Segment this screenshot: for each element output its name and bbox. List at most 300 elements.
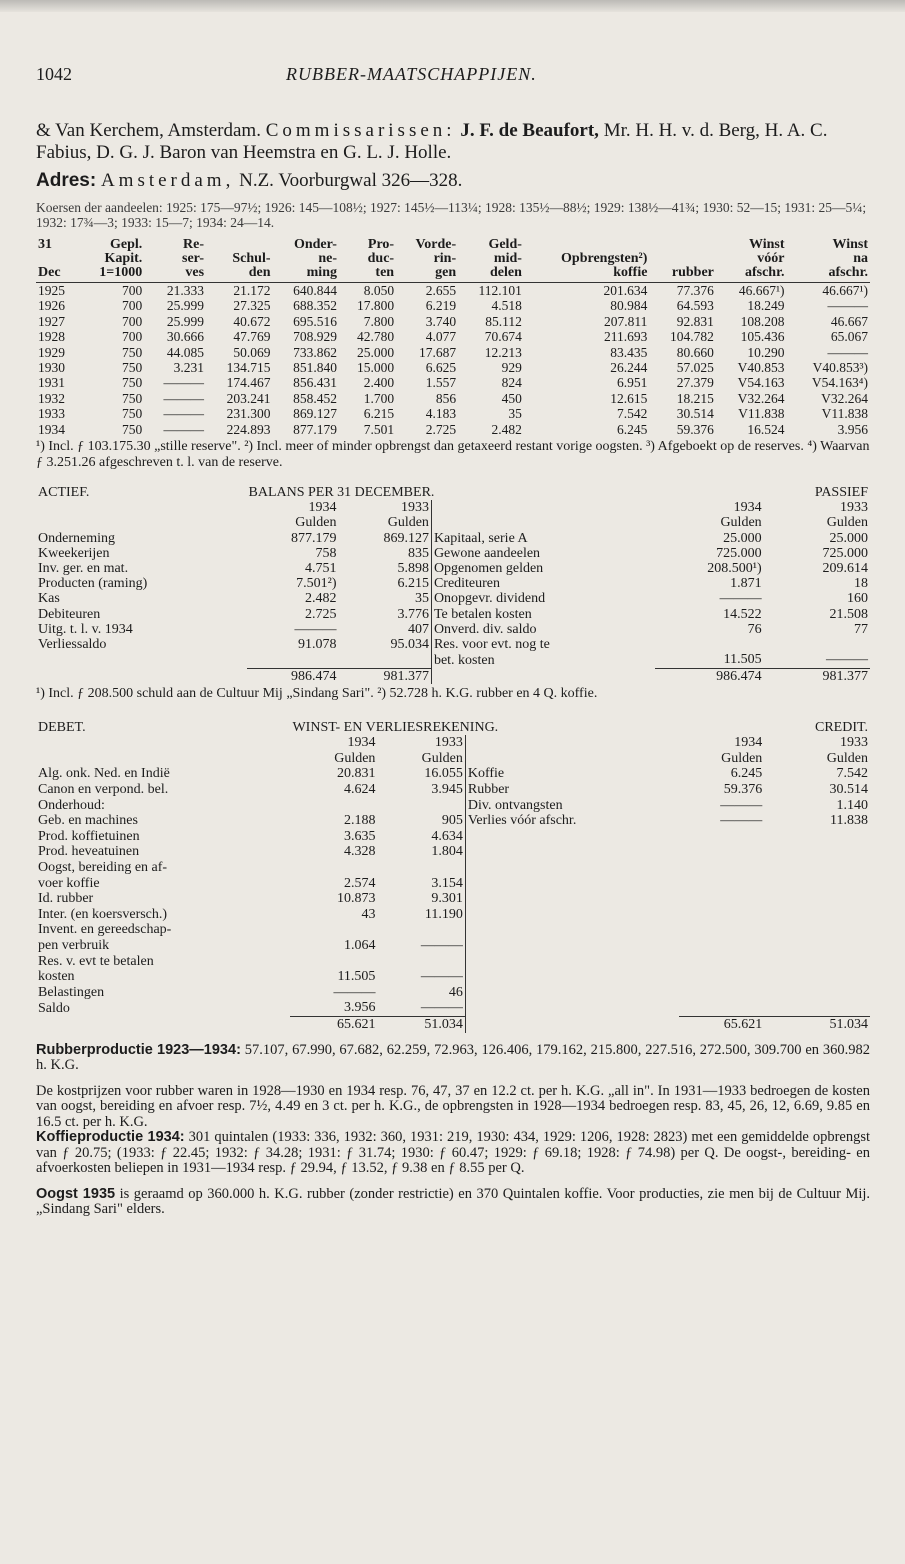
account-row [36, 546, 870, 561]
passief-value-1933: 77 [854, 621, 868, 637]
table-cell: V40.853 [737, 360, 785, 376]
oogst-label: Oogst 1935 [36, 1185, 116, 1202]
year-row [36, 735, 870, 751]
koffie-label: Koffieproductie 1934: [36, 1129, 185, 1146]
total-value: 981.377 [339, 668, 432, 684]
year: 1934 [347, 735, 376, 751]
debet-label: Belastingen [38, 984, 105, 1000]
column-header: koffie [524, 266, 650, 283]
table-cell: 85.112 [485, 313, 522, 329]
table-cell: 4.518 [491, 298, 522, 314]
table-row [36, 360, 870, 375]
table-cell: 18.215 [676, 390, 714, 406]
unit: Gulden [826, 515, 868, 531]
table-cell: 211.693 [604, 329, 648, 345]
unit: Gulden [334, 750, 376, 766]
column-header: ser- [182, 251, 205, 266]
debet-label: Res. v. evt te betalen [38, 953, 154, 969]
table-cell: 224.893 [226, 421, 271, 437]
right-title: CREDIT. [814, 719, 868, 735]
passief-value-1934: ——— [719, 591, 762, 607]
balance-sheet [36, 485, 870, 684]
credit-value-1934 [679, 876, 764, 892]
table-cell: 46.667¹) [738, 283, 785, 298]
table-cell: 30.666 [166, 329, 205, 345]
financial-history-table [36, 238, 870, 437]
account-row [36, 907, 870, 923]
year: 1933 [840, 735, 868, 751]
actief-label: Onderneming [38, 530, 115, 546]
blank [36, 500, 247, 515]
total-row [36, 668, 870, 684]
column-header: afschr. [716, 266, 787, 283]
actief-value-1933 [339, 652, 432, 668]
column-header [649, 238, 715, 252]
debet-value-1933: 3.154 [431, 875, 463, 891]
debet-label: Inter. (en koersversch.) [38, 906, 168, 922]
header-row [36, 266, 870, 283]
table-cell: 65.067 [830, 329, 868, 345]
debet-label: Prod. koffietuinen [38, 828, 140, 844]
credit-value-1934 [679, 938, 764, 954]
table-cell: 824 [501, 375, 522, 391]
table-cell: 83.435 [610, 344, 648, 360]
debet-value-1934 [290, 798, 377, 814]
blank [36, 515, 247, 530]
actief-value-1934: 877.179 [291, 530, 337, 546]
debet-value-1933: ——— [420, 1000, 463, 1016]
credit-value-1933 [764, 1000, 870, 1016]
table-cell: 30.514 [676, 406, 714, 422]
table-cell: 18.249 [747, 298, 785, 314]
actief-label: Verliessaldo [38, 637, 107, 653]
left-title: ACTIEF. [38, 485, 90, 501]
table-cell: 700 [122, 283, 143, 298]
koersen-text: Koersen der aandeelen: 1925: 175—97½; 1926: 145—108½; 1927: 145½—113¼; 1928: 135½—88½; 1929: 138½—41¾; 1930: 52—15; 1931: 25—5¼; 1932: 17¾—3; 1933: 15—7; 1934: 24—14. [36, 200, 867, 230]
table-cell: V11.838 [821, 406, 868, 422]
account-row [36, 813, 870, 829]
table-cell: 6.219 [425, 298, 457, 314]
column-header: ten [339, 266, 396, 283]
unit: Gulden [421, 750, 463, 766]
account-row [36, 876, 870, 892]
debet-label: voer koffie [38, 875, 100, 891]
blank [465, 1016, 679, 1032]
table-cell: 50.069 [233, 344, 271, 360]
table-cell: 16.524 [747, 421, 785, 437]
column-header: Winst [748, 237, 785, 252]
column-header: Kapit. [104, 251, 143, 266]
account-row [36, 891, 870, 907]
unit-row [36, 515, 870, 530]
table-cell: 15.000 [356, 360, 395, 376]
actief-value-1933: 407 [407, 621, 429, 637]
account-row [36, 844, 870, 860]
table-cell: 12.213 [484, 344, 522, 360]
account-row [36, 652, 870, 668]
debet-value-1934 [290, 954, 377, 970]
center-title: WINST- EN VERLIESREKENING. [292, 719, 499, 735]
balance-notes: ¹) Incl. ƒ 208.500 schuld aan de Cultuur Mij „Sindang Sari". ²) 52.728 h. K.G. rubber en 4 Q. koffie. [36, 685, 598, 701]
table-cell: 112.101 [478, 283, 522, 298]
table-cell: 27.325 [233, 298, 271, 314]
credit-label [465, 876, 679, 892]
actief-value-1934: ——— [294, 621, 337, 637]
column-header: Schul- [232, 251, 271, 266]
account-row [36, 782, 870, 798]
oogst-text: is geraamd op 360.000 h. K.G. rubber (zonder restrictie) en 370 Quintalen koffie. Voor producties, zie men bij de Cultuur Mij. „Sindang Sari" elders. [36, 1185, 871, 1218]
table-row [36, 345, 870, 360]
right-title: PASSIEF [814, 485, 868, 501]
table-row [36, 391, 870, 406]
passief-value-1934: 725.000 [716, 545, 762, 561]
header-row [36, 252, 870, 266]
table-cell: 2.400 [363, 375, 395, 391]
credit-value-1933: 1.140 [836, 797, 868, 813]
column-header: duc- [367, 251, 395, 266]
column-header: afschr. [787, 266, 870, 283]
credit-label [465, 829, 679, 845]
credit-value-1934 [679, 954, 764, 970]
debet-value-1933: 16.055 [424, 766, 463, 782]
running-title: RUBBER-MAATSCHAPPIJEN. [286, 64, 537, 84]
table-cell: ——— [163, 421, 205, 437]
debet-value-1933 [377, 860, 465, 876]
column-header: na [853, 251, 868, 266]
column-header: Vorde- [415, 237, 457, 252]
credit-value-1934 [679, 985, 764, 1001]
koffie-text: 301 quintalen (1933: 336, 1932: 360, 1931: 219, 1930: 434, 1929: 1206, 1928: 2823) met een gemiddelde opbrengst van ƒ 20.75; (1933: ƒ 22.45; 1932: ƒ 34.28; 1931: ƒ 31.74; 1930: ƒ 60.47; 1929: ƒ 69.18; 1928: ƒ 74.98) per Q. De oogst-, bereiding- en afvoerkosten beliepen in 1931—1934 resp. ƒ 29.94, ƒ 13.52, ƒ 9.38 en ƒ 8.55 per Q. [36, 1129, 871, 1177]
table-cell: 708.929 [293, 329, 337, 345]
credit-value-1933 [764, 891, 870, 907]
year: 1933 [840, 500, 868, 516]
debet-label: Onderhoud: [38, 797, 105, 813]
column-header: Opbrengsten²) [561, 251, 648, 266]
column-header: delen [458, 266, 524, 283]
table-cell: 7.542 [617, 406, 648, 422]
table-cell: 21.172 [233, 283, 271, 298]
debet-value-1933: 11.190 [424, 906, 463, 922]
table-cell: 47.769 [233, 329, 271, 345]
actief-label: Kas [38, 591, 60, 607]
blank [465, 751, 679, 767]
debet-value-1933: ——— [420, 938, 463, 954]
debet-value-1934: 2.574 [343, 875, 376, 891]
column-header: 1=1000 [79, 266, 144, 283]
column-header [206, 238, 272, 252]
page-header [36, 60, 870, 90]
column-header: Winst [832, 237, 868, 252]
table-cell: 17.800 [356, 298, 395, 314]
total-value: 981.377 [764, 668, 870, 684]
actief-label [36, 652, 247, 668]
total-value: 65.621 [679, 1016, 764, 1032]
table-cell: V54.163⁴) [811, 375, 868, 391]
column-header: Geld- [488, 237, 522, 252]
table-cell: 64.593 [676, 298, 714, 314]
credit-value-1933 [764, 969, 870, 985]
table-cell: 700 [122, 313, 143, 329]
debet-value-1934: 2.188 [343, 813, 376, 829]
unit: Gulden [826, 750, 868, 766]
actief-label: Uitg. t. l. v. 1934 [38, 621, 133, 637]
year: 1934 [733, 500, 762, 516]
passief-value-1933: 18 [854, 576, 868, 592]
passief-value-1934: 208.500¹) [707, 561, 762, 577]
total-value: 65.621 [290, 1016, 377, 1032]
table-cell: 450 [501, 390, 522, 406]
account-row [36, 622, 870, 637]
table-cell: 1.700 [363, 390, 395, 406]
table-cell: ——— [827, 344, 868, 360]
passief-value-1934: 1.871 [730, 576, 762, 592]
passief-value-1934: 76 [747, 621, 762, 637]
passief-value-1933: 160 [847, 591, 868, 607]
account-row [36, 922, 870, 938]
table-cell: 877.179 [293, 421, 337, 437]
table-cell: V54.163 [737, 375, 785, 391]
table-cell: 695.516 [293, 313, 337, 329]
rubberprod-text: 57.107, 67.990, 67.682, 62.259, 72.963, 126.406, 179.162, 215.800, 227.516, 272.500, 309.700 en 360.982 h. K.G. [36, 1041, 871, 1074]
year-row [36, 500, 870, 515]
actief-label: Kweekerijen [38, 545, 110, 561]
actief-label: Inv. ger. en mat. [38, 561, 129, 577]
passief-value-1933 [764, 637, 870, 652]
column-header: ves [144, 266, 206, 283]
table-cell: 174.467 [226, 375, 271, 391]
debet-label: Geb. en machines [38, 813, 138, 829]
column-header [36, 252, 79, 266]
debet-value-1934: 3.635 [343, 828, 376, 844]
actief-label: Producten (raming) [38, 576, 148, 592]
spacer [655, 485, 763, 500]
table-cell: 3.231 [173, 360, 205, 376]
actief-value-1934: 2.725 [305, 606, 337, 622]
credit-value-1934 [679, 922, 764, 938]
credit-value-1934 [679, 969, 764, 985]
debet-value-1933: ——— [420, 969, 463, 985]
column-header: vóór [757, 251, 785, 266]
rubber-production-paragraph [36, 1043, 870, 1074]
table-cell: 231.300 [226, 406, 271, 422]
table-cell: 25.999 [166, 298, 205, 314]
table-cell: 17.687 [419, 344, 457, 360]
table-cell: 856.431 [293, 375, 337, 391]
debet-value-1933: 9.301 [431, 891, 463, 907]
debet-value-1933: 1.804 [431, 844, 463, 860]
passief-label: Opgenomen gelden [431, 561, 655, 576]
account-row [36, 954, 870, 970]
table-cell: 3.956 [837, 421, 868, 437]
credit-label [465, 844, 679, 860]
table-cell: 688.352 [293, 298, 337, 314]
table-row [36, 422, 870, 437]
actief-value-1933: 869.127 [383, 530, 429, 546]
blank [431, 500, 655, 515]
table-cell: 27.379 [676, 375, 714, 391]
address [36, 170, 870, 192]
profit-loss-account [36, 720, 870, 1033]
credit-value-1933 [764, 829, 870, 845]
table-cell: 207.811 [604, 313, 648, 329]
intro-line2: Mr. H. H. v. d. Berg, H. A. C. Fabius, D. G. J. Baron van Heemstra en G. L. J. Holle. [36, 120, 828, 163]
debet-value-1934 [290, 922, 377, 938]
harvest-paragraph [36, 1187, 870, 1218]
account-row [36, 531, 870, 546]
debet-label: Alg. onk. Ned. en Indië [38, 766, 170, 782]
table-cell: 46.667 [830, 313, 868, 329]
table-cell: 108.208 [740, 313, 785, 329]
debet-value-1934: 4.624 [343, 782, 376, 798]
actief-value-1933: 95.034 [390, 637, 429, 653]
debet-label: Oogst, bereiding en af- [38, 860, 168, 876]
credit-label [465, 891, 679, 907]
table-cell: 1929 [38, 344, 65, 360]
debet-label: pen verbruik [38, 938, 110, 954]
credit-value-1933 [764, 844, 870, 860]
table-cell: 858.452 [293, 390, 337, 406]
passief-value-1934: 14.522 [723, 606, 762, 622]
table-cell: V40.853³) [812, 360, 868, 376]
debet-value-1933: 4.634 [431, 828, 463, 844]
passief-value-1934: 11.505 [723, 652, 762, 668]
actief-value-1934: 7.501²) [296, 576, 337, 592]
table-cell: V32.264 [821, 390, 868, 406]
column-header: gen [396, 266, 458, 283]
account-row [36, 637, 870, 652]
table-cell: 750 [122, 344, 143, 360]
passief-value-1934: 25.000 [723, 530, 762, 546]
credit-value-1934 [679, 844, 764, 860]
debet-value-1934: 1.064 [343, 938, 376, 954]
passief-value-1933: 209.614 [822, 561, 868, 577]
table-cell: 750 [122, 406, 143, 422]
year: 1933 [434, 735, 463, 751]
table-cell: 25.000 [356, 344, 395, 360]
account-row [36, 607, 870, 622]
account-title-row [36, 720, 870, 736]
actief-value-1933: 5.898 [397, 561, 429, 577]
table-cell: ——— [163, 375, 205, 391]
table-cell: 203.241 [226, 390, 271, 406]
column-header: mid- [493, 251, 522, 266]
table-cell: 6.951 [617, 375, 648, 391]
credit-value-1934: ——— [720, 813, 763, 829]
passief-value-1933: ——— [826, 652, 868, 668]
account-row [36, 591, 870, 606]
table-cell: 57.025 [676, 360, 714, 376]
credit-value-1933 [764, 985, 870, 1001]
credit-value-1934 [679, 860, 764, 876]
debet-value-1934: 43 [361, 906, 376, 922]
table-cell: 1933 [38, 406, 65, 422]
blank [465, 735, 679, 751]
passief-label: Te betalen kosten [431, 607, 655, 622]
blank [431, 515, 655, 530]
table-cell: 42.780 [356, 329, 395, 345]
table-cell: 700 [122, 329, 143, 345]
column-header: rin- [433, 251, 457, 266]
debet-value-1934: 4.328 [343, 844, 376, 860]
debet-value-1934: 3.956 [343, 1000, 376, 1016]
column-header: Pro- [367, 237, 395, 252]
table-cell: 856 [435, 390, 457, 406]
debet-value-1933: 3.945 [431, 782, 463, 798]
table-cell: 733.862 [293, 344, 337, 360]
actief-value-1933: 6.215 [397, 576, 429, 592]
unit-row [36, 751, 870, 767]
table-cell: 80.984 [610, 298, 648, 314]
unit: Gulden [387, 515, 429, 531]
table-cell: 59.376 [676, 421, 714, 437]
passief-label: Kapitaal, serie A [431, 531, 655, 546]
table-cell: ——— [163, 390, 205, 406]
actief-label: Debiteuren [38, 606, 101, 622]
table-cell: 750 [122, 375, 143, 391]
account-row [36, 938, 870, 954]
debet-value-1934: 11.505 [337, 969, 376, 985]
table-cell: 6.625 [425, 360, 457, 376]
table-cell: 1932 [38, 390, 65, 406]
table-cell: 3.740 [425, 313, 457, 329]
table-cell: 104.782 [670, 329, 714, 345]
credit-value-1933: 30.514 [829, 782, 868, 798]
debet-value-1933 [377, 798, 465, 814]
table-cell: V11.838 [738, 406, 785, 422]
table-cell: 6.245 [617, 421, 648, 437]
total-value: 986.474 [247, 668, 339, 684]
table-cell: 77.376 [676, 283, 714, 298]
table-cell: 4.183 [425, 406, 457, 422]
table-cell: 929 [501, 360, 522, 376]
credit-value-1933 [764, 876, 870, 892]
blank [36, 668, 247, 684]
total-row [36, 1016, 870, 1032]
table-cell: 44.085 [166, 344, 205, 360]
column-header [649, 252, 715, 266]
column-header: Dec [36, 266, 79, 283]
table-cell: 851.840 [293, 360, 337, 376]
credit-value-1934 [679, 891, 764, 907]
credit-label [465, 938, 679, 954]
account-row [36, 766, 870, 782]
debet-label: Canon en verpond. bel. [38, 782, 169, 798]
column-header: den [206, 266, 272, 283]
column-header: Onder- [293, 237, 337, 252]
table-cell: 12.615 [610, 390, 648, 406]
column-header: Re- [183, 237, 205, 252]
table-cell: 21.333 [166, 283, 205, 298]
account-row [36, 561, 870, 576]
table-cell: ——— [163, 406, 205, 422]
column-header [524, 238, 650, 252]
table-cell: 92.831 [676, 313, 714, 329]
debet-value-1934: 20.831 [336, 766, 376, 782]
table-cell: 1927 [38, 313, 65, 329]
actief-value-1934: 91.078 [298, 637, 337, 653]
credit-value-1934: ——— [720, 797, 763, 813]
credit-value-1934: 6.245 [730, 766, 763, 782]
passief-label: bet. kosten [431, 652, 655, 668]
center-title: BALANS PER 31 DECEMBER. [248, 485, 435, 501]
passief-label: Crediteuren [431, 576, 655, 591]
passief-label: Gewone aandeelen [431, 546, 655, 561]
table-cell: 4.077 [425, 329, 457, 345]
debet-value-1934: 10.873 [336, 891, 376, 907]
account-row [36, 985, 870, 1001]
table-cell: 1934 [38, 421, 65, 437]
table-cell: 2.655 [425, 283, 457, 298]
